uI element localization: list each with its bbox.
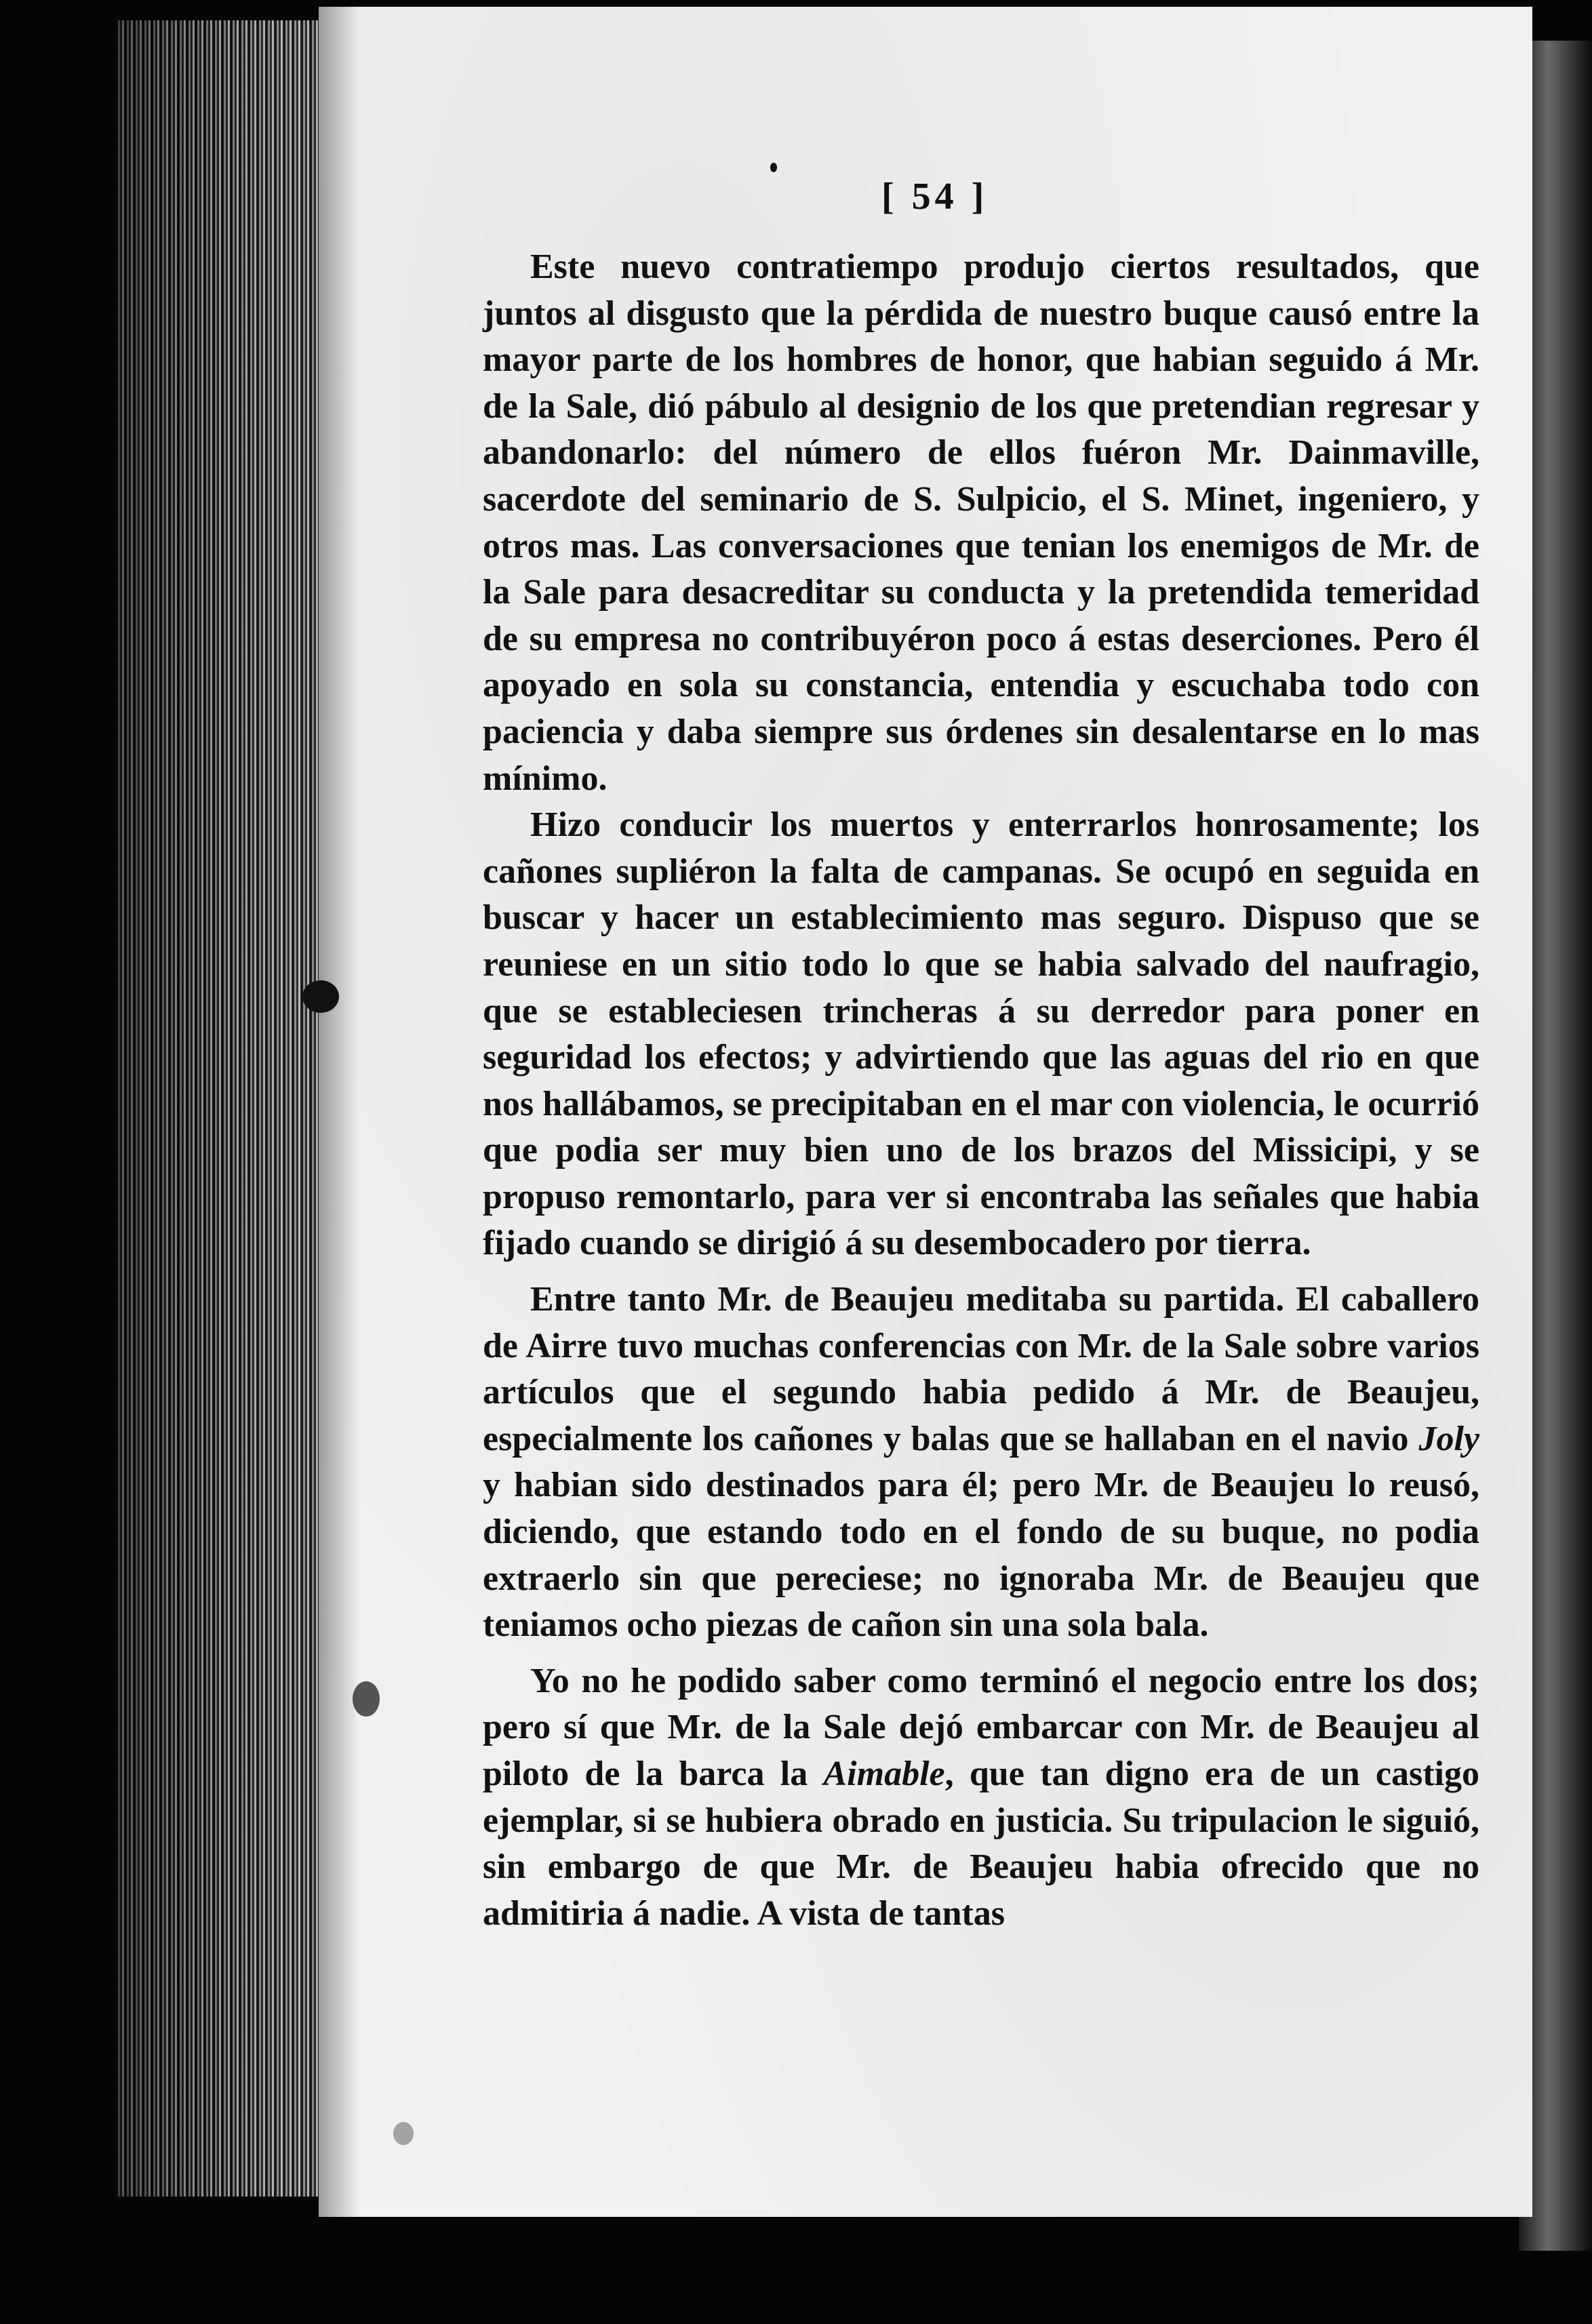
- ink-speck: [770, 163, 777, 172]
- gutter-shadow: [319, 7, 359, 2217]
- page-number-header: [ 54 ]: [881, 176, 989, 218]
- paragraph: [483, 1658, 1479, 1938]
- paragraph: [483, 802, 1479, 1267]
- text-span: , que tan digno era de un castigo ejemplar, si se hubiera obrado en justicia. Su tripulacion le siguió, sin embargo de que Mr. de Beaujeu habia ofrecido que no admitiria á nadie. A vista de tantas: [483, 1755, 1479, 1933]
- ink-blot: [302, 980, 339, 1013]
- body-text: [483, 244, 1479, 1937]
- italic-text-span: Joly: [1418, 1419, 1479, 1458]
- text-span: Yo no he podido saber como terminó el negocio entre los dos; pero sí que Mr. de la Sale dejó embarcar con Mr. de Beaujeu al piloto de la barca la: [483, 1661, 1479, 1793]
- paragraph: [483, 1277, 1479, 1649]
- ink-blot: [353, 1681, 380, 1717]
- book-page-edges-shade: [115, 20, 346, 2197]
- ink-speck: [393, 2122, 414, 2145]
- text-span: Este nuevo contratiempo produjo ciertos resultados, que juntos al disgusto que la pérdida de nuestro buque causó entre la mayor parte de los hombres de honor, que habian seguido á Mr. de la Sale, dió pábulo al designio de los que pretendian regresar y abandonarlo: del número de ellos fuéron Mr. Dainmaville, sacerdote del seminario de S. Sulpicio, el S. Minet, ingeniero, y otros mas. Las conversaciones que tenian los enemigos de Mr. de la Sale para desacreditar su conducta y la pretendida temeridad de su empresa no contribuyéron poco á estas deserciones. Pero él apoyado en sola su constancia, entendia y escuchaba todo con paciencia y daba siempre sus órdenes sin desalentarse en lo mas mínimo.: [483, 247, 1479, 798]
- text-span: Hizo conducir los muertos y enterrarlos honrosamente; los cañones supliéron la falta de campanas. Se ocupó en seguida en buscar y hacer un establecimiento mas seguro. Dispuso que se reuniese en un sitio todo lo que se habia salvado del naufragio, que se estableciesen trincheras á su derredor para poner en seguridad los efectos; y advirtiendo que las aguas del rio en que nos hallábamos, se precipitaban en el mar con violencia, le ocurrió que podia ser muy bien uno de los brazos del Missicipi, y se propuso remontarlo, para ver si encontraba las señales que habia fijado cuando se dirigió á su desembocadero por tierra.: [483, 805, 1479, 1263]
- paragraph: [483, 244, 1479, 802]
- text-span: y habian sido destinados para él; pero Mr. de Beaujeu lo reusó, diciendo, que estando todo en el fondo de su buque, no podia extraerlo sin que pereciese; no ignoraba Mr. de Beaujeu que teniamos ocho piezas de cañon sin una sola bala.: [483, 1466, 1479, 1645]
- text-span: Entre tanto Mr. de Beaujeu meditaba su partida. El caballero de Airre tuvo muchas conferencias con Mr. de la Sale sobre varios artículos que el segundo habia pedido á Mr. de Beaujeu, especialmente los cañones y balas que se hallaban en el navio: [483, 1280, 1479, 1458]
- italic-text-span: Aimable: [823, 1755, 945, 1793]
